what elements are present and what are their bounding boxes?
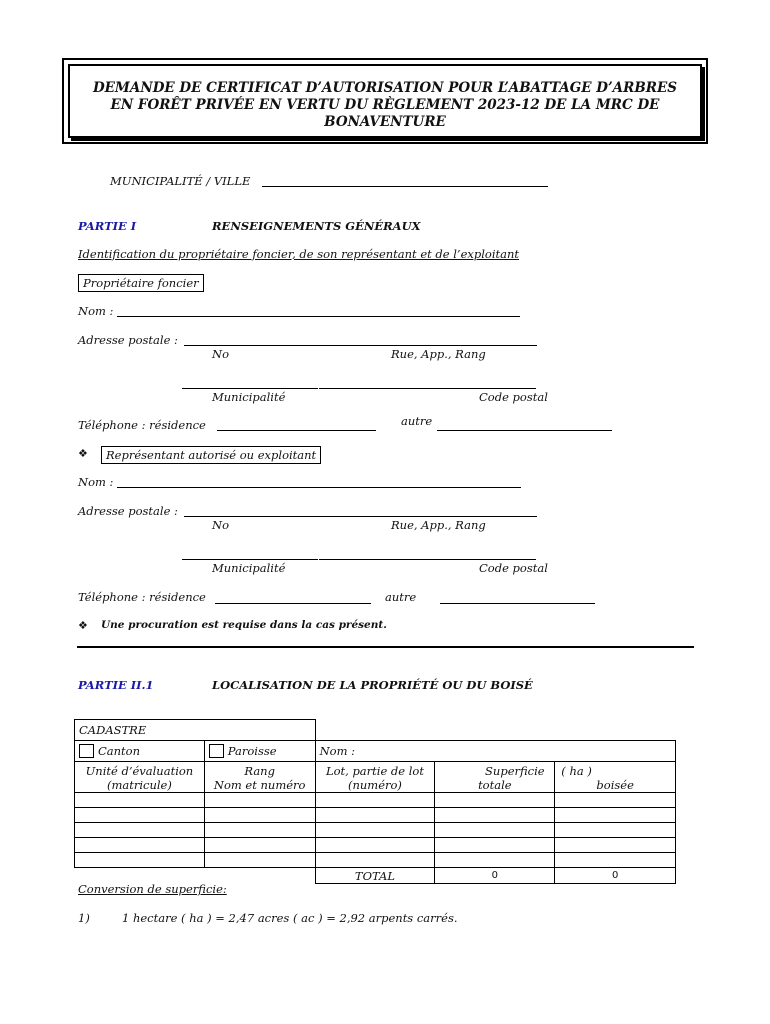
lot-header-text: Lot, partie de lot (325, 764, 424, 778)
rep-tel-residence-field[interactable] (215, 603, 371, 604)
prop-nom-field[interactable] (117, 316, 520, 317)
canton-cell[interactable] (75, 741, 205, 762)
prop-municipalite-label: Municipalité (212, 390, 286, 404)
prop-no-label: No (212, 347, 229, 361)
superficie-header-text: Superficie (485, 764, 545, 778)
paroisse-label: Paroisse (227, 744, 277, 758)
total-superficie-boisee: 0 (555, 868, 676, 884)
rep-adresse-field[interactable] (184, 516, 537, 517)
rep-no-label: No (212, 518, 229, 532)
partie1-subheading: Identification du propriétaire foncier, de son représentant et de l’exploitant (78, 247, 520, 261)
representant-bullet-icon: ❖ (78, 447, 88, 460)
rep-autre-label: autre (385, 590, 417, 604)
procuration-bullet-icon: ❖ (78, 619, 88, 632)
prop-tel-label: Téléphone : résidence (78, 418, 206, 432)
partie1-heading: RENSEIGNEMENTS GÉNÉRAUX (212, 219, 421, 233)
prop-autre-label: autre (401, 414, 433, 428)
conversion-heading: Conversion de superficie: (78, 882, 227, 896)
cadastre-title: CADASTRE (75, 720, 316, 741)
totale-header-text: totale (478, 778, 512, 792)
rang-header (204, 762, 315, 793)
partie1-label: PARTIE I (78, 219, 137, 233)
conversion-item-text: 1 hectare ( ha ) = 2,47 acres ( ac ) = 2,92 arpents carrés. (122, 911, 458, 925)
table-row (75, 838, 676, 853)
unite-header-sub: (matricule) (106, 778, 172, 792)
unite-header (75, 762, 205, 793)
lot-header (315, 762, 435, 793)
proprietaire-box-label: Propriétaire foncier (78, 274, 204, 292)
conversion-item-num: 1) (78, 911, 90, 925)
rep-code-postal-field[interactable] (319, 559, 536, 560)
table-row (75, 793, 676, 808)
rep-nom-field[interactable] (117, 487, 521, 488)
cadastre-nom-cell[interactable] (315, 741, 675, 762)
title-inner-frame (68, 64, 702, 138)
prop-tel-residence-field[interactable] (217, 430, 376, 431)
prop-code-postal-field[interactable] (319, 388, 536, 389)
title-frame (62, 58, 708, 144)
superficie-boisee-header (555, 762, 676, 793)
table-row (75, 808, 676, 823)
rep-nom-label: Nom : (78, 475, 114, 489)
rep-code-postal-label: Code postal (479, 561, 548, 575)
rep-adresse-label: Adresse postale : (78, 504, 178, 518)
municipalite-field[interactable] (262, 186, 548, 187)
prop-adresse-label: Adresse postale : (78, 333, 178, 347)
rep-rue-label: Rue, App., Rang (391, 518, 486, 532)
canton-checkbox[interactable] (79, 744, 94, 758)
rep-tel-autre-field[interactable] (440, 603, 595, 604)
rang-header-text: Rang (244, 764, 275, 778)
table-row (75, 853, 676, 868)
partie2-heading: LOCALISATION DE LA PROPRIÉTÉ OU DU BOISÉ (212, 678, 533, 692)
superficie-totale-header (435, 762, 555, 793)
title-line-3: BONAVENTURE (324, 114, 446, 130)
prop-adresse-field[interactable] (184, 345, 537, 346)
cadastre-table (74, 719, 676, 884)
total-superficie-totale: 0 (435, 868, 555, 884)
superficie-unit-text: ( ha ) (561, 764, 592, 778)
rep-municipalite-label: Municipalité (212, 561, 286, 575)
rep-tel-label: Téléphone : résidence (78, 590, 206, 604)
prop-rue-label: Rue, App., Rang (391, 347, 486, 361)
representant-box-label: Représentant autorisé ou exploitant (101, 446, 321, 464)
prop-nom-label: Nom : (78, 304, 114, 318)
boisee-header-text: boisée (596, 778, 634, 792)
unite-header-text: Unité d’évaluation (85, 764, 194, 778)
paroisse-checkbox[interactable] (209, 744, 224, 758)
canton-label: Canton (98, 744, 141, 758)
partie2-label: PARTIE II.1 (78, 678, 154, 692)
prop-tel-autre-field[interactable] (437, 430, 612, 431)
municipalite-label: MUNICIPALITÉ / VILLE (110, 174, 251, 188)
rang-header-sub: Nom et numéro (213, 778, 306, 792)
total-label: TOTAL (315, 868, 435, 884)
document-title (70, 80, 700, 131)
section-divider (77, 646, 694, 648)
rep-municipalite-field[interactable] (182, 559, 318, 560)
prop-municipalite-field[interactable] (182, 388, 318, 389)
title-line-1: DEMANDE DE CERTIFICAT D’AUTORISATION POUR L’ABATTAGE D’ARBRES (92, 80, 678, 96)
paroisse-cell[interactable] (204, 741, 315, 762)
procuration-note: Une procuration est requise dans la cas présent. (101, 619, 387, 631)
cadastre-nom-label: Nom : (319, 744, 355, 758)
table-row (75, 823, 676, 838)
lot-header-sub: (numéro) (348, 778, 402, 792)
prop-code-postal-label: Code postal (479, 390, 548, 404)
title-line-2: EN FORÊT PRIVÉE EN VERTU DU RÈGLEMENT 2023-12 DE LA MRC DE (110, 97, 660, 113)
